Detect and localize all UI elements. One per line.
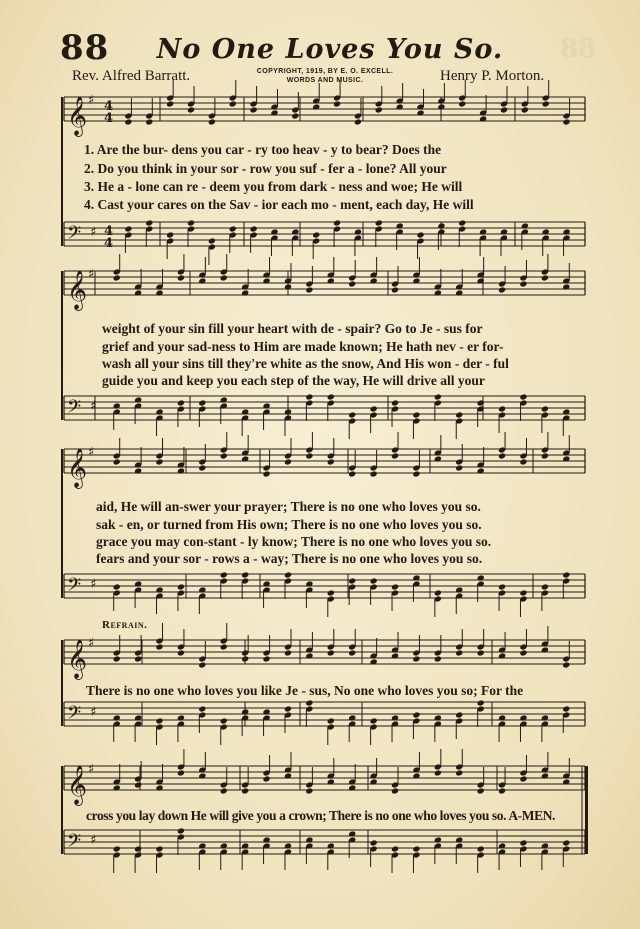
time-signature-icon: 4 bbox=[104, 236, 114, 251]
notehead bbox=[455, 649, 463, 656]
notehead bbox=[187, 106, 195, 113]
time-signature-icon: 4 bbox=[104, 111, 114, 126]
notehead bbox=[412, 845, 420, 852]
key-signature-sharp-icon: ♯ bbox=[88, 762, 95, 777]
lyric-line: 3. He a - lone can re - deem you from dark - ness and woe; He will bbox=[84, 179, 463, 194]
lyric-line: aid, He will an-swer your prayer; There is no one who loves you so. bbox=[96, 499, 481, 514]
notehead bbox=[542, 100, 550, 107]
notehead bbox=[498, 286, 506, 293]
notehead bbox=[498, 583, 506, 590]
notehead bbox=[291, 112, 299, 119]
notehead bbox=[220, 571, 228, 578]
notehead bbox=[391, 452, 399, 459]
notehead bbox=[458, 100, 466, 107]
composer-credit: Henry P. Morton. bbox=[440, 68, 545, 84]
notehead bbox=[177, 769, 185, 776]
key-signature-sharp-icon: ♯ bbox=[90, 705, 97, 720]
notehead bbox=[327, 649, 335, 656]
notehead bbox=[327, 458, 335, 465]
notehead bbox=[434, 655, 442, 662]
notehead bbox=[434, 393, 442, 400]
notehead bbox=[391, 286, 399, 293]
notehead bbox=[113, 458, 121, 465]
key-signature-sharp-icon: ♯ bbox=[90, 833, 97, 848]
notehead bbox=[370, 717, 378, 724]
notehead bbox=[113, 655, 121, 662]
lyric-line: 1. Are the bur- dens you car - ry too heav - y to bear? Does the bbox=[84, 142, 442, 157]
notehead bbox=[391, 845, 399, 852]
lyric-line: weight of your sin fill your heart with de - spair? Go to Je - sus for bbox=[102, 321, 483, 336]
notehead bbox=[305, 699, 313, 706]
lyric-line: cross you lay down He will give you a crown; There is no one who loves you so. A-MEN. bbox=[86, 808, 556, 823]
notehead bbox=[416, 231, 424, 238]
final-barline bbox=[585, 766, 588, 854]
lyric-line: fears and your sor - rows a - way; There is no one who loves you so. bbox=[96, 551, 483, 566]
notehead bbox=[412, 411, 420, 418]
key-signature-sharp-icon: ♯ bbox=[88, 93, 95, 108]
bleed-through-number: 88 bbox=[560, 34, 597, 64]
notehead bbox=[166, 231, 174, 238]
notehead bbox=[220, 717, 228, 724]
notehead bbox=[333, 219, 341, 226]
notehead bbox=[458, 219, 466, 226]
lyric-line: wash all your sins till they're white as the snow, And His won - der - ful bbox=[102, 356, 509, 371]
treble-clef-icon: 𝄞 bbox=[67, 639, 88, 679]
notehead bbox=[498, 405, 506, 412]
notehead bbox=[145, 219, 153, 226]
treble-clef-icon: 𝄞 bbox=[67, 96, 88, 136]
notehead bbox=[348, 411, 356, 418]
notehead bbox=[263, 655, 271, 662]
notehead bbox=[134, 781, 142, 788]
notehead bbox=[220, 274, 228, 281]
notehead bbox=[134, 655, 142, 662]
bass-clef-icon: 𝄢 bbox=[67, 831, 82, 856]
notehead bbox=[113, 274, 121, 281]
notehead bbox=[177, 649, 185, 656]
lyric-line: 4. Cast your cares on the Sav - ior each mo - ment, each day, He will bbox=[84, 197, 474, 212]
lyric-line: sak - en, or turned from His own; There is no one who loves you so. bbox=[96, 517, 482, 532]
notehead bbox=[348, 577, 356, 584]
bass-clef-icon: 𝄢 bbox=[67, 397, 82, 422]
notehead bbox=[519, 458, 527, 465]
notehead bbox=[562, 705, 570, 712]
notehead bbox=[333, 100, 341, 107]
notehead bbox=[519, 649, 527, 656]
notehead bbox=[562, 571, 570, 578]
lyric-line: 2. Do you think in your sor - row you suf - fer a - lone? All your bbox=[84, 161, 447, 176]
notehead bbox=[477, 649, 485, 656]
notehead bbox=[455, 411, 463, 418]
notehead bbox=[354, 118, 362, 125]
notehead bbox=[541, 274, 549, 281]
notehead bbox=[220, 643, 228, 650]
notehead bbox=[198, 399, 206, 406]
notehead bbox=[155, 643, 163, 650]
notehead bbox=[348, 280, 356, 287]
notehead bbox=[166, 100, 174, 107]
notehead bbox=[155, 845, 163, 852]
notehead bbox=[563, 118, 571, 125]
notehead bbox=[391, 787, 399, 794]
notehead bbox=[477, 845, 485, 852]
notehead bbox=[177, 583, 185, 590]
notehead bbox=[434, 589, 442, 596]
bass-clef-icon: 𝄢 bbox=[67, 223, 82, 248]
notehead bbox=[327, 717, 335, 724]
lyric-line: grace you may con-stant - ly know; There is no one who loves you so. bbox=[96, 534, 492, 549]
notehead bbox=[477, 699, 485, 706]
copyright-line: COPYRIGHT, 1919, BY E. O. EXCELL. bbox=[256, 68, 394, 75]
notehead bbox=[263, 775, 271, 782]
notehead bbox=[241, 655, 249, 662]
notehead bbox=[519, 839, 527, 846]
time-signature-icon: 4 bbox=[104, 99, 114, 114]
notehead bbox=[375, 106, 383, 113]
key-signature-sharp-icon: ♯ bbox=[88, 267, 95, 282]
notehead bbox=[177, 827, 185, 834]
notehead bbox=[208, 118, 216, 125]
copyright-subline: WORDS AND MUSIC. bbox=[286, 77, 364, 84]
notehead bbox=[198, 464, 206, 471]
notehead bbox=[250, 106, 258, 113]
notehead bbox=[541, 583, 549, 590]
notehead bbox=[187, 219, 195, 226]
treble-clef-icon: 𝄞 bbox=[67, 448, 88, 488]
notehead bbox=[370, 577, 378, 584]
notehead bbox=[198, 705, 206, 712]
notehead bbox=[198, 661, 206, 668]
notehead bbox=[241, 787, 249, 794]
notehead bbox=[348, 470, 356, 477]
notehead bbox=[455, 769, 463, 776]
page-number: 88 bbox=[60, 28, 110, 68]
hymn-title: No One Loves You So. bbox=[156, 34, 504, 65]
lyric-line: guide you and keep you each step of the way, He will drive all your bbox=[102, 373, 485, 388]
notehead bbox=[434, 769, 442, 776]
notehead bbox=[155, 458, 163, 465]
notehead bbox=[284, 649, 292, 656]
refrain-label: Refrain. bbox=[102, 619, 148, 631]
notehead bbox=[370, 470, 378, 477]
notehead bbox=[229, 225, 237, 232]
notehead bbox=[348, 649, 356, 656]
notehead bbox=[455, 464, 463, 471]
lyric-line: grief and your sad-ness to Him are made known; He hath nev - er for- bbox=[102, 339, 504, 354]
notehead bbox=[177, 274, 185, 281]
notehead bbox=[412, 711, 420, 718]
notehead bbox=[284, 705, 292, 712]
notehead bbox=[519, 589, 527, 596]
notehead bbox=[500, 106, 508, 113]
notehead bbox=[305, 286, 313, 293]
treble-clef-icon: 𝄞 bbox=[67, 765, 88, 805]
bass-clef-icon: 𝄢 bbox=[67, 575, 82, 600]
notehead bbox=[370, 405, 378, 412]
key-signature-sharp-icon: ♯ bbox=[90, 577, 97, 592]
notehead bbox=[113, 845, 121, 852]
key-signature-sharp-icon: ♯ bbox=[90, 225, 97, 240]
notehead bbox=[220, 787, 228, 794]
notehead bbox=[477, 787, 485, 794]
notehead bbox=[155, 717, 163, 724]
notehead bbox=[229, 100, 237, 107]
bass-clef-icon: 𝄢 bbox=[67, 703, 82, 728]
notehead bbox=[521, 106, 529, 113]
notehead bbox=[208, 237, 216, 244]
notehead bbox=[250, 225, 258, 232]
notehead bbox=[541, 405, 549, 412]
notehead bbox=[562, 661, 570, 668]
notehead bbox=[327, 589, 335, 596]
notehead bbox=[145, 118, 153, 125]
time-signature-icon: 4 bbox=[104, 224, 114, 239]
notehead bbox=[284, 458, 292, 465]
notehead bbox=[375, 219, 383, 226]
notehead bbox=[134, 845, 142, 852]
lyric-line: There is no one who loves you like Je - sus, No one who loves you so; For the bbox=[86, 683, 524, 698]
notehead bbox=[519, 393, 527, 400]
notehead bbox=[113, 583, 121, 590]
notehead bbox=[327, 393, 335, 400]
notehead bbox=[124, 118, 132, 125]
notehead bbox=[312, 231, 320, 238]
notehead bbox=[220, 452, 228, 459]
notehead bbox=[305, 452, 313, 459]
notehead bbox=[498, 452, 506, 459]
notehead bbox=[412, 470, 420, 477]
notehead bbox=[455, 711, 463, 718]
notehead bbox=[305, 787, 313, 794]
treble-clef-icon: 𝄞 bbox=[67, 270, 88, 310]
notehead bbox=[391, 399, 399, 406]
key-signature-sharp-icon: ♯ bbox=[90, 399, 97, 414]
notehead bbox=[241, 571, 249, 578]
notehead bbox=[519, 280, 527, 287]
notehead bbox=[541, 452, 549, 459]
notehead bbox=[305, 393, 313, 400]
notehead bbox=[177, 399, 185, 406]
notehead bbox=[519, 775, 527, 782]
notehead bbox=[498, 787, 506, 794]
notehead bbox=[124, 225, 132, 232]
notehead bbox=[370, 839, 378, 846]
notehead bbox=[391, 583, 399, 590]
author-credit: Rev. Alfred Barratt. bbox=[72, 68, 191, 84]
notehead bbox=[562, 839, 570, 846]
key-signature-sharp-icon: ♯ bbox=[88, 636, 95, 651]
notehead bbox=[412, 655, 420, 662]
notehead bbox=[284, 571, 292, 578]
notehead bbox=[263, 470, 271, 477]
key-signature-sharp-icon: ♯ bbox=[88, 445, 95, 460]
